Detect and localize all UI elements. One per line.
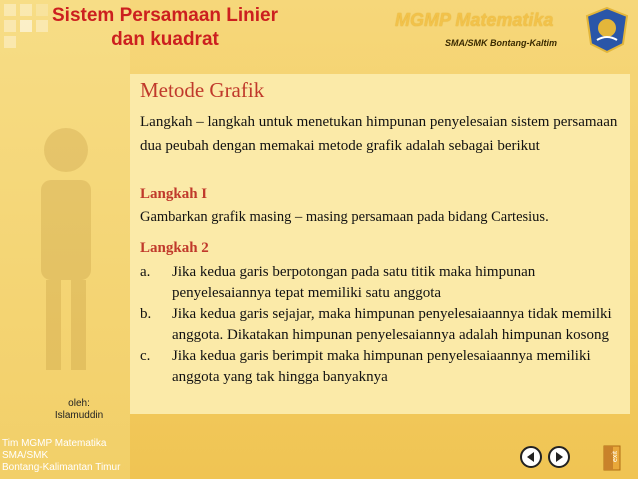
list-item-label: a.: [140, 264, 151, 280]
step-2-label: Langkah 2: [140, 240, 209, 256]
team-line-3: Bontang-Kalimantan Timur: [2, 462, 121, 473]
list-item: [140, 304, 620, 346]
list-item-label: c.: [140, 348, 151, 364]
step-2-list: [140, 262, 620, 388]
org-name: MGMP Matematika: [395, 10, 554, 30]
team-line-1: Tim MGMP Matematika: [2, 438, 107, 449]
title-line-1: Sistem Persamaan Linier: [52, 5, 278, 26]
background-figure-icon: [6, 110, 126, 390]
emblem-icon: [583, 6, 631, 54]
intro-paragraph: Langkah – langkah untuk menetukan himpunan penyelesaian sistem persamaan dua peubah dengan memakai metode grafik adalah sebagai berikut: [140, 114, 618, 154]
list-item: [140, 346, 620, 388]
author-name: Islamuddin: [54, 410, 104, 421]
exit-label: exit: [612, 451, 619, 462]
arrow-right-icon: [553, 451, 565, 463]
prev-slide-button[interactable]: [520, 446, 542, 468]
list-item-text: Jika kedua garis berimpit maka himpunan penyelesaiaannya memiliki anggota yang tak hingga banyaknya: [172, 348, 591, 385]
team-line-2: SMA/SMK: [2, 450, 49, 461]
team-credit: [2, 438, 162, 474]
step-1-text: Gambarkan grafik masing – masing persamaan pada bidang Cartesius.: [140, 209, 549, 225]
next-slide-button[interactable]: [548, 446, 570, 468]
list-item: [140, 262, 620, 304]
author-label: oleh:: [68, 398, 90, 409]
title-line-2: dan kuadrat: [111, 29, 219, 50]
list-item-label: b.: [140, 306, 152, 322]
arrow-left-icon: [525, 451, 537, 463]
presentation-title: [40, 4, 290, 52]
step-1-label: Langkah I: [140, 186, 208, 202]
list-item-text: Jika kedua garis sejajar, maka himpunan penyelesaiaannya tidak memilki anggota. Dikatakan himpunan penyelesaiannya adalah himpunan kosong: [172, 306, 612, 343]
org-subtitle: SMA/SMK Bontang-Kaltim: [445, 38, 557, 48]
exit-button[interactable]: [600, 444, 626, 472]
list-item-text: Jika kedua garis berpotongan pada satu titik maka himpunan penyelesaiannya tepat memiliki satu anggota: [172, 264, 536, 301]
slide-heading: Metode Grafik: [140, 78, 265, 102]
author-credit: [44, 398, 114, 422]
